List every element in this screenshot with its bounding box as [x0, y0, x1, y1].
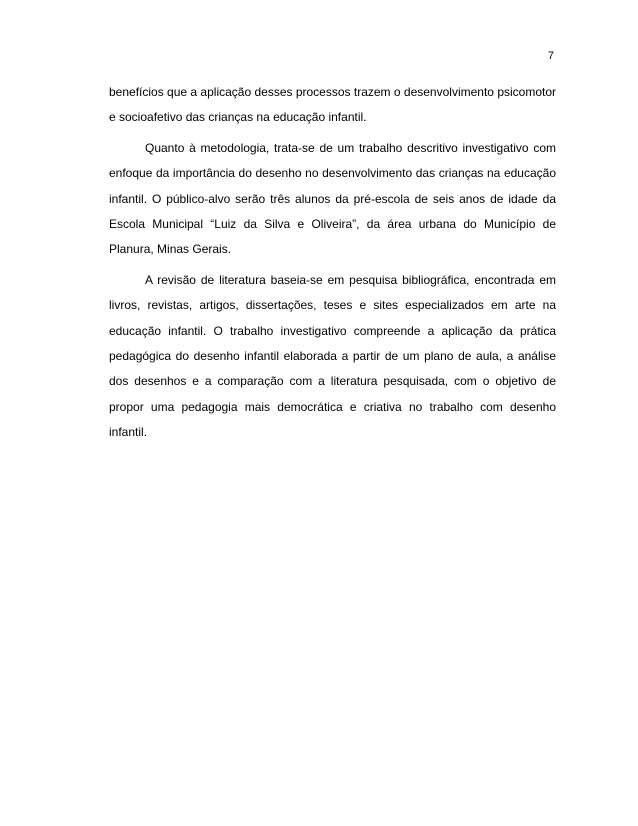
page-number: 7 [547, 50, 554, 62]
paragraph-methodology: Quanto à metodologia, trata-se de um trabalho descritivo investigativo com enfoque da importância do desenho no desenvolvimento das crianças na educação infantil. O público-alvo serão três alunos da pré-escola de seis anos de idade da Escola Municipal “Luiz da Silva e Oliveira”, da área urbana do Município de Planura, Minas Gerais. [109, 140, 556, 257]
document-body [109, 80, 556, 451]
paragraph-literature-review: A revisão de literatura baseia-se em pesquisa bibliográfica, encontrada em livros, revistas, artigos, dissertações, teses e sites especializados em arte na educação infantil. O trabalho investigativo compreende a aplicação da prática pedagógica do desenho infantil elaborada a partir de um plano de aula, a análise dos desenhos e a comparação com a literatura pesquisada, com o objetivo de propor uma pedagogia mais democrática e criativa no trabalho com desenho infantil. [109, 272, 556, 440]
paragraph-continuation: benefícios que a aplicação desses processos trazem o desenvolvimento psicomotor e socioafetivo das crianças na educação infantil. [109, 85, 556, 125]
